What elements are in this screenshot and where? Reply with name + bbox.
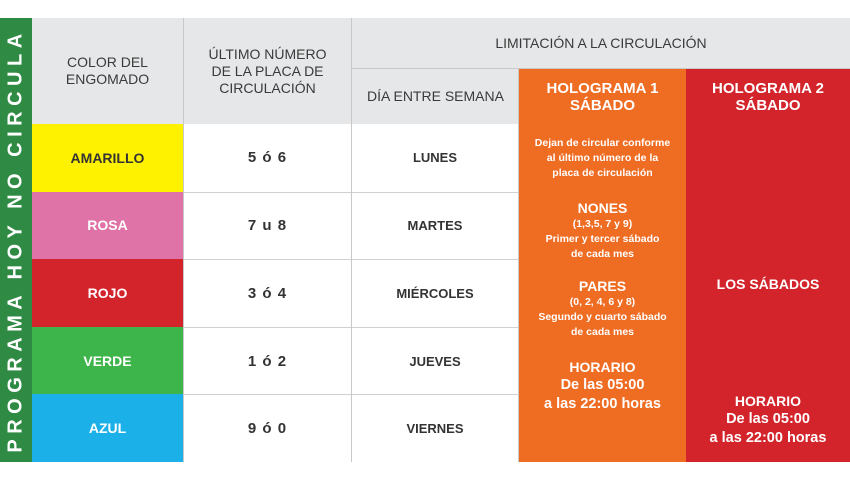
weekday-cell (352, 327, 518, 395)
plate-digits-cell-label: 3 ó 4 (247, 284, 288, 302)
header-plate (184, 18, 351, 124)
holo1-nones (546, 200, 660, 262)
plate-digits-cell-label: 1 ó 2 (247, 352, 288, 370)
sticker-color-cell (32, 327, 183, 395)
weekday-cell-label: MARTES (407, 218, 463, 234)
weekday-cell-label: VIERNES (406, 421, 464, 437)
nones-numbers: (1,3,5, 7 y 9) (572, 218, 633, 230)
header-holo2-label: HOLOGRAMA 2 SÁBADO (712, 79, 824, 114)
sticker-color-cell (32, 124, 183, 192)
holo2-hours-title: HORARIO (734, 393, 802, 409)
plate-digits-cell-label: 5 ó 6 (247, 149, 288, 167)
nones-desc: de cada mes (570, 248, 635, 260)
holo2-hours-line: a las 22:00 horas (709, 430, 827, 446)
plate-digits-cell-label: 9 ó 0 (247, 420, 288, 438)
sticker-color-cell (32, 259, 183, 327)
plate-digits-cell (184, 192, 351, 260)
header-holo1 (519, 69, 686, 124)
circulation-table (32, 18, 850, 462)
header-color-label: COLOR DEL ENGOMADO (65, 54, 150, 87)
weekday-cell-label: JUEVES (409, 353, 461, 369)
sticker-color-cell-label: AZUL (88, 420, 127, 437)
program-banner-label: PROGRAMA HOY NO CIRCULA (4, 27, 27, 453)
holo2-column (686, 124, 850, 462)
pares-desc: Segundo y cuarto sábado (538, 311, 667, 323)
program-banner (0, 18, 32, 462)
nones-desc: Primer y tercer sábado (545, 233, 660, 245)
plate-digits-cell (184, 394, 351, 462)
nones-title: NONES (577, 200, 628, 216)
holo2-hours-line: De las 05:00 (726, 411, 810, 427)
holo1-intro-line: Dejan de circular conforme (534, 137, 671, 149)
pares-numbers: (0, 2, 4, 6 y 8) (569, 296, 636, 308)
sticker-color-cell (32, 394, 183, 462)
holo1-column (519, 124, 686, 462)
sticker-color-cell-label: ROJO (87, 284, 128, 301)
holo1-pares (538, 278, 666, 340)
plate-digits-cell (184, 327, 351, 395)
weekday-cell (352, 124, 518, 192)
sticker-color-cell-label: VERDE (83, 352, 132, 369)
weekday-cell (352, 394, 518, 462)
holo1-hours-line: De las 05:00 (560, 377, 645, 393)
header-holo1-label: HOLOGRAMA 1 SÁBADO (546, 79, 659, 114)
header-color (32, 18, 183, 124)
plate-digits-cell (184, 259, 351, 327)
header-holo2 (686, 69, 850, 124)
sticker-color-cell (32, 192, 183, 260)
weekday-cell (352, 192, 518, 260)
holo1-hours (544, 359, 661, 414)
holo1-intro-line: placa de circulación (552, 167, 653, 179)
sticker-color-cell-label: ROSA (87, 217, 128, 234)
weekday-cell-label: LUNES (412, 150, 458, 166)
holo2-saturdays: LOS SÁBADOS (716, 276, 820, 292)
holo1-hours-line: a las 22:00 horas (544, 396, 661, 412)
pares-desc: de cada mes (570, 326, 635, 338)
header-weekday-label: DÍA ENTRE SEMANA (367, 88, 504, 104)
header-limit-label: LIMITACIÓN A LA CIRCULACIÓN (495, 34, 707, 51)
holo1-intro (535, 136, 670, 181)
pares-title: PARES (578, 278, 627, 294)
plate-digits-cell (184, 124, 351, 192)
header-plate-label: ÚLTIMO NÚMERO DE LA PLACA DE CIRCULACIÓN (208, 45, 327, 96)
holo2-hours (710, 393, 827, 448)
header-limit (352, 18, 850, 68)
plate-digits-cell-label: 7 u 8 (247, 217, 288, 235)
weekday-cell (352, 259, 518, 327)
holo1-intro-line: al último número de la (546, 152, 659, 164)
sticker-color-cell-label: AMARILLO (70, 149, 145, 166)
holo1-hours-title: HORARIO (569, 359, 636, 375)
header-weekday (352, 69, 519, 124)
weekday-cell-label: MIÉRCOLES (396, 285, 474, 301)
